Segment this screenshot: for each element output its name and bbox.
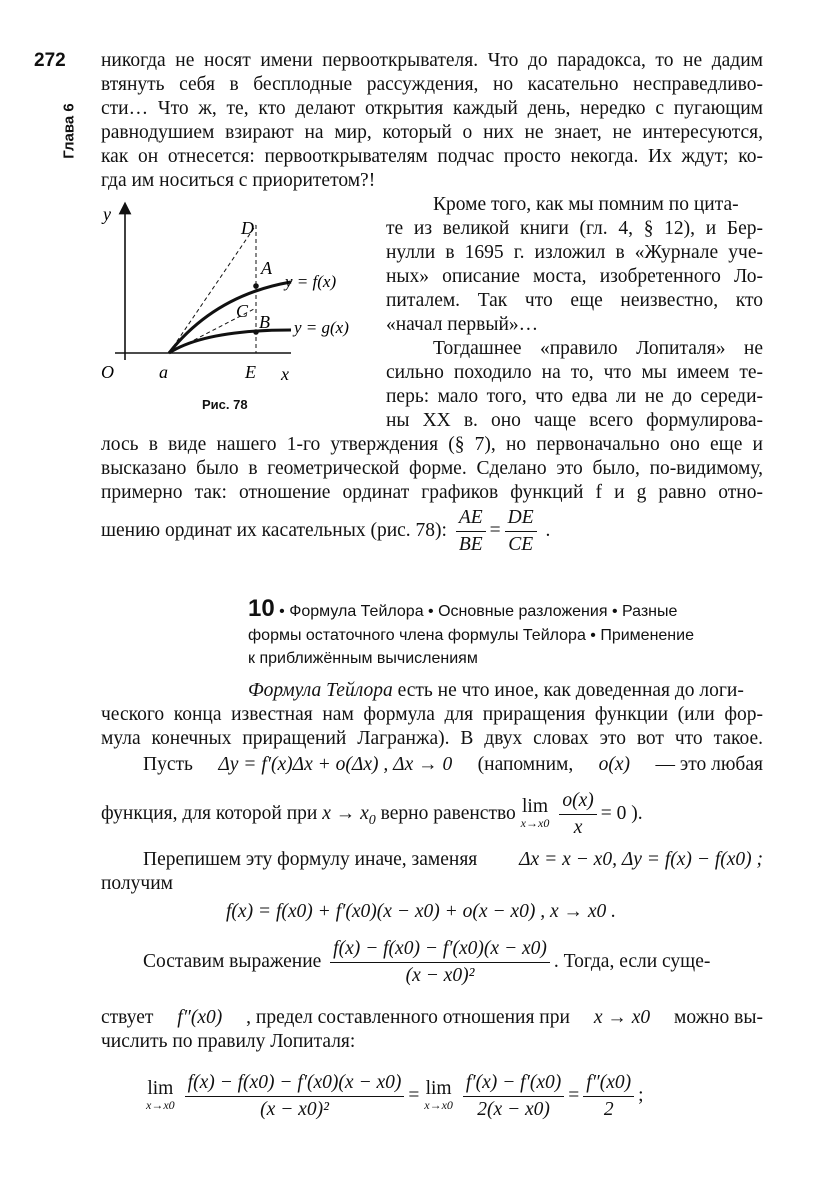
right-line-9: перь: мало того, что едва ли не до середи- — [386, 386, 763, 407]
intro-line-5: как он отнесется: первооткрывателям подчас просто некогда. Их ждут; ко- — [101, 146, 763, 167]
label-point-b: B — [259, 312, 270, 332]
right-line-1: Кроме того, как мы помним по цита- — [433, 194, 739, 215]
right-line-7: Тогдашнее «правило Лопиталя» не — [433, 338, 763, 359]
right-line-8: сильно походило на то, что мы имеем те- — [386, 362, 763, 383]
let-line: Пусть Δy = f′(x)Δx + o(Δx) , Δx → 0 (напомним, o(x) — это любая — [143, 754, 763, 775]
func-line: функция, для которой при $x \to x_0$ верно равенство lim x→x0 $\frac{o(x)}{x}$ = 0 ). — [101, 790, 643, 838]
right-line-3: нулли в 1695 г. изложил в «Журнале уче- — [386, 242, 763, 263]
ratio-line: шению ординат их касательных (рис. 78): $\frac{AE}{BE}$ = $\frac{DE}{CE}$ . — [101, 507, 551, 555]
tangent-f — [169, 225, 256, 353]
point-b — [253, 329, 259, 335]
rewrite-line-2: получим — [101, 873, 173, 894]
label-o: O — [101, 362, 114, 382]
intro-line-6: гда им носиться с приоритетом?! — [101, 170, 376, 191]
right-line-10: ны XX в. оно чаще всего формулирова- — [386, 410, 763, 431]
label-point-a: A — [261, 258, 272, 278]
label-d: D — [241, 218, 254, 238]
intro-line-4: равнодушием взирают на мир, который о них не знает, не интересуются, — [101, 122, 763, 143]
right-line-2: те из великой книги (гл. 4, § 12), и Бер- — [386, 218, 763, 239]
point-a — [253, 283, 259, 289]
label-e: E — [245, 362, 256, 382]
label-f: y = f(x) — [285, 272, 337, 291]
intro-line-2: втянуть себя в бесплодные рассуждения, но касательно несправедливо- — [101, 74, 763, 95]
right-line-6: «начал первый»… — [386, 314, 539, 335]
final-equation: lim x→x0 $\frac{f(x) - f(x0) - f'(x0)(x - x0)}{\text{(x − x0)²}}$ = lim x→x0 $\frac{f'(x) - f'(x0)}{2(x - x0)}$ = $\frac{f''(x0)}{2}$ ; — [146, 1072, 644, 1120]
right-line-5: питалем. Так что еще неизвестно, кто — [386, 290, 763, 311]
label-g: y = g(x) — [294, 318, 349, 337]
curve-f — [169, 282, 291, 353]
label-x: x — [281, 364, 289, 384]
rewrite-line-1: Перепишем эту формулу иначе, заменяя Δx = x − x0, Δy = f(x) − f(x0) ; — [143, 849, 763, 870]
figure-78 — [95, 200, 365, 390]
section-heading-line-1: 10 • Формула Тейлора • Основные разложения • Разные — [248, 595, 678, 622]
compose-line: Составим выражение $\frac{f(x) - f(x0) - f'(x0)(x - x0)}{\text{(x − x0)²}}$ . Тогда, если суще- — [143, 938, 711, 986]
label-c: C — [236, 301, 249, 321]
intro-line-3: сти… Что ж, те, кто делают открытия каждый день, нередко с пугающим — [101, 98, 763, 119]
section-heading-line-2: формы остаточного члена формулы Тейлора • Применение — [248, 627, 694, 644]
taylor-line-2: ческого конца известная нам формула для приращения функции (или фор- — [101, 704, 763, 725]
exists-line: ствует f″(x0) , предел составленного отношения при x → x0 можно вы- — [101, 1007, 763, 1028]
chapter-label: Глава 6 — [60, 103, 78, 159]
right-line-4: ных» описание моста, изобретенного Ло- — [386, 266, 763, 287]
taylor-line-3: мула конечных приращений Лагранжа). В двух словах это вот что такое. — [101, 728, 763, 749]
full-line-2: высказано было в геометрической форме. Сделано это было, по-видимому, — [101, 458, 763, 479]
calc-line: числить по правилу Лопиталя: — [101, 1031, 356, 1052]
label-a: a — [159, 362, 168, 382]
label-y: y — [103, 204, 111, 224]
page-number: 272 — [34, 50, 66, 71]
taylor-line-1: Формула Тейлора есть не что иное, как доведенная до логи- — [248, 680, 744, 701]
section-heading-line-3: к приближённым вычислениям — [248, 650, 478, 667]
full-line-3: примерно так: отношение ординат графиков функций f и g равно отно- — [101, 482, 763, 503]
taylor-equation: f(x) = f(x0) + f′(x0)(x − x0) + o(x − x0) , x → x0 . — [226, 901, 617, 922]
intro-line-1: никогда не носят имени первооткрывателя. Что до парадокса, то не дадим — [101, 50, 763, 71]
figure-caption: Рис. 78 — [202, 397, 248, 412]
full-line-1: лось в виде нашего 1-го утверждения (§ 7), но первоначально оно еще и — [101, 434, 763, 455]
